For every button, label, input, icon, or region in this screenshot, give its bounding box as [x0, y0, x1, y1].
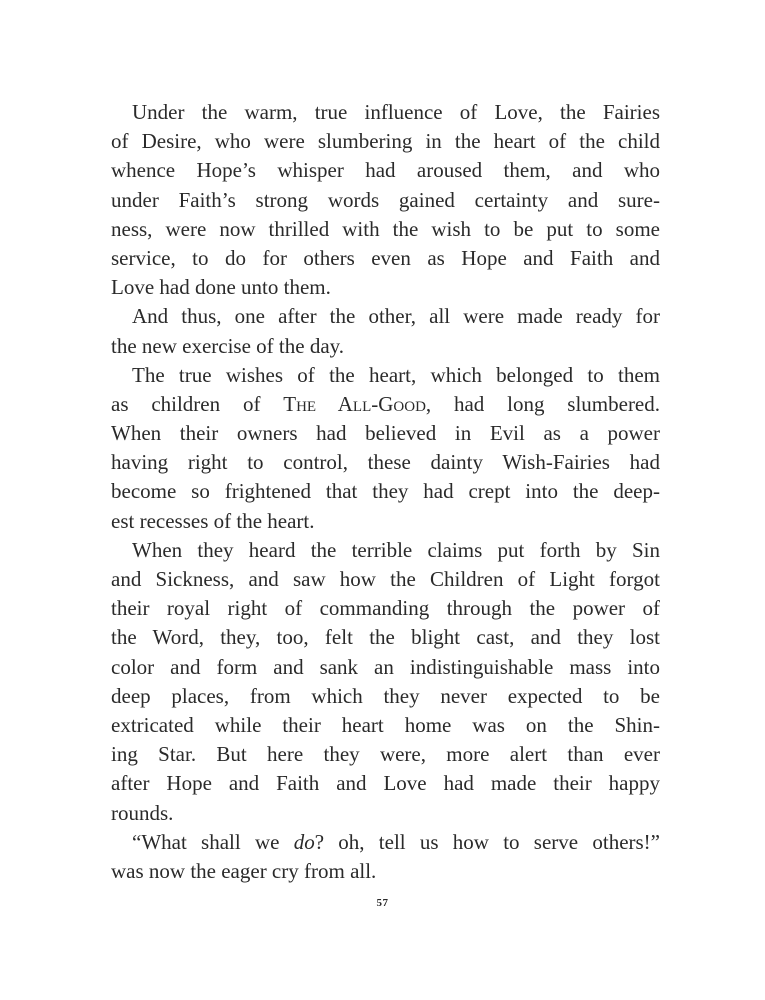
text-line: under Faith’s strong words gained certainty and sure- — [111, 187, 660, 212]
text-line: ness, were now thrilled with the wish to be put to some — [111, 216, 660, 241]
small-caps-title: The All-Good — [283, 391, 426, 416]
text-line: est recesses of the heart. — [111, 508, 315, 533]
text-line: Under the warm, true influence of Love, the Fairies — [132, 100, 660, 124]
text-line — [111, 390, 660, 419]
text-line: after Hope and Faith and Love had made their happy — [111, 771, 660, 796]
paragraph-2 — [111, 302, 660, 360]
text-line: When their owners had believed in Evil as a power — [111, 421, 660, 446]
paragraph-5 — [111, 828, 660, 886]
text-line: having right to control, these dainty Wish-Fairies had — [111, 450, 660, 475]
text-line: extricated while their heart home was on the Shin- — [111, 712, 660, 737]
text-line: the Word, they, too, felt the blight cast, and they lost — [111, 625, 660, 650]
paragraph-4 — [111, 536, 660, 828]
text-line: ing Star. But here they were, more alert than ever — [111, 742, 660, 767]
text-segment: “What shall we — [132, 829, 294, 854]
text-line: their royal right of commanding through the power of — [111, 596, 660, 621]
text-line: whence Hope’s whisper had aroused them, and who — [111, 158, 660, 183]
text-line: become so frightened that they had crept into the deep- — [111, 479, 660, 504]
text-segment: ? oh, tell us how to serve others!” — [314, 829, 660, 854]
text-line: color and form and sank an indistinguishable mass into — [111, 654, 660, 679]
text-line: of Desire, who were slumbering in the heart of the child — [111, 129, 660, 154]
text-line: The true wishes of the heart, which belonged to them — [132, 362, 660, 387]
text-line — [111, 828, 660, 857]
page-number: 57 — [376, 897, 389, 909]
text-line: the new exercise of the day. — [111, 333, 345, 358]
text-segment: , had long slumbered. — [425, 391, 661, 416]
paragraph-1 — [111, 98, 660, 302]
text-line: was now the eager cry from all. — [111, 858, 377, 883]
text-line: and Sickness, and saw how the Children of Light forgot — [111, 567, 660, 591]
italic-word: do — [293, 829, 315, 854]
text-line: deep places, from which they never expected to be — [111, 683, 660, 708]
text-line: And thus, one after the other, all were made ready for — [132, 304, 660, 329]
text-segment: as children of — [111, 391, 284, 416]
body-text — [111, 98, 660, 886]
text-line: When they heard the terrible claims put forth by Sin — [132, 537, 660, 562]
text-line: Love had done unto them. — [111, 275, 331, 300]
text-line: rounds. — [111, 800, 174, 825]
paragraph-3 — [111, 361, 660, 536]
text-line: service, to do for others even as Hope and Faith and — [111, 245, 660, 270]
